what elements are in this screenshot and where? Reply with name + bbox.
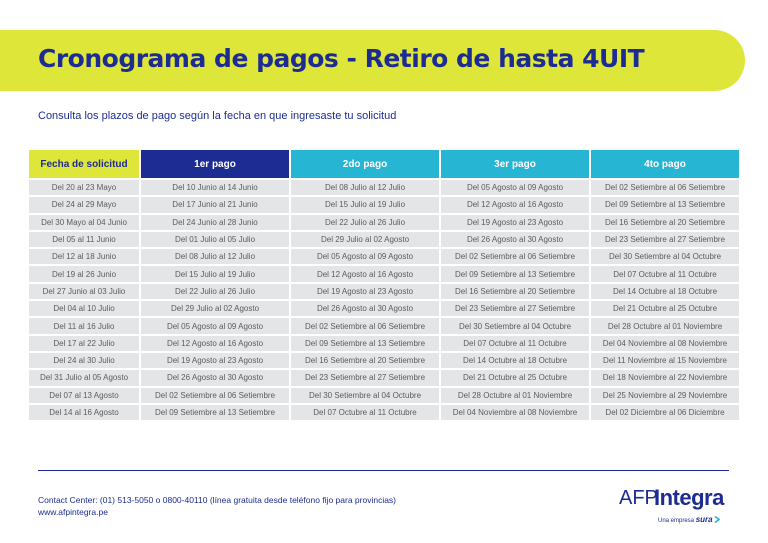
fecha-solicitud-cell: Del 19 al 26 Junio — [29, 266, 139, 281]
pago-cell: Del 05 Agosto al 09 Agosto — [291, 249, 439, 264]
pago-cell: Del 12 Agosto al 16 Agosto — [141, 336, 289, 351]
pago-cell: Del 14 Octubre al 18 Octubre — [441, 353, 589, 368]
fecha-solicitud-cell: Del 24 al 30 Julio — [29, 353, 139, 368]
header-2do-pago: 2do pago — [291, 150, 439, 178]
pago-cell: Del 08 Julio al 12 Julio — [291, 180, 439, 195]
table-row — [29, 370, 739, 385]
table-row — [29, 284, 739, 299]
pago-cell: Del 24 Junio al 28 Junio — [141, 215, 289, 230]
pago-cell: Del 28 Octubre al 01 Noviembre — [441, 388, 589, 403]
pago-cell: Del 05 Agosto al 09 Agosto — [441, 180, 589, 195]
pago-cell: Del 16 Setiembre al 20 Setiembre — [441, 284, 589, 299]
pago-cell: Del 04 Noviembre al 08 Noviembre — [591, 336, 739, 351]
table-row — [29, 197, 739, 212]
pago-cell: Del 18 Noviembre al 22 Noviembre — [591, 370, 739, 385]
pago-cell: Del 15 Julio al 19 Julio — [291, 197, 439, 212]
table-row — [29, 353, 739, 368]
payment-schedule-table — [27, 148, 741, 422]
fecha-solicitud-cell: Del 07 al 13 Agosto — [29, 388, 139, 403]
table-row — [29, 215, 739, 230]
pago-cell: Del 07 Octubre al 11 Octubre — [291, 405, 439, 420]
logo-sura-text: sura — [695, 515, 713, 524]
pago-cell: Del 07 Octubre al 11 Octubre — [591, 266, 739, 281]
logo-integra-text: Integra — [654, 485, 724, 510]
pago-cell: Del 26 Agosto al 30 Agosto — [441, 232, 589, 247]
header-3er-pago: 3er pago — [441, 150, 589, 178]
logo-afp-text: AFP — [619, 487, 658, 509]
pago-cell: Del 12 Agosto al 16 Agosto — [441, 197, 589, 212]
fecha-solicitud-cell: Del 12 al 18 Junio — [29, 249, 139, 264]
footer-divider — [38, 470, 729, 471]
pago-cell: Del 19 Agosto al 23 Agosto — [141, 353, 289, 368]
pago-cell: Del 29 Julio al 02 Agosto — [291, 232, 439, 247]
fecha-solicitud-cell: Del 24 al 29 Mayo — [29, 197, 139, 212]
pago-cell: Del 04 Noviembre al 08 Noviembre — [441, 405, 589, 420]
table-row — [29, 405, 739, 420]
header-4to-pago: 4to pago — [591, 150, 739, 178]
fecha-solicitud-cell: Del 31 Julio al 05 Agosto — [29, 370, 139, 385]
fecha-solicitud-cell: Del 05 al 11 Junio — [29, 232, 139, 247]
pago-cell: Del 30 Setiembre al 04 Octubre — [441, 318, 589, 333]
pago-cell: Del 02 Setiembre al 06 Setiembre — [291, 318, 439, 333]
table-row — [29, 336, 739, 351]
table-row — [29, 318, 739, 333]
pago-cell: Del 23 Setiembre al 27 Setiembre — [291, 370, 439, 385]
pago-cell: Del 01 Julio al 05 Julio — [141, 232, 289, 247]
table-row — [29, 180, 739, 195]
pago-cell: Del 30 Setiembre al 04 Octubre — [591, 249, 739, 264]
pago-cell: Del 22 Julio al 26 Julio — [141, 284, 289, 299]
pago-cell: Del 19 Agosto al 23 Agosto — [291, 284, 439, 299]
fecha-solicitud-cell: Del 04 al 10 Julio — [29, 301, 139, 316]
pago-cell: Del 21 Octubre al 25 Octubre — [591, 301, 739, 316]
logo-tagline-text: Una empresa — [658, 518, 695, 524]
pago-cell: Del 02 Setiembre al 06 Setiembre — [141, 388, 289, 403]
pago-cell: Del 02 Setiembre al 06 Setiembre — [441, 249, 589, 264]
table-row — [29, 388, 739, 403]
pago-cell: Del 09 Setiembre al 13 Setiembre — [291, 336, 439, 351]
pago-cell: Del 29 Julio al 02 Agosto — [141, 301, 289, 316]
pago-cell: Del 09 Setiembre al 13 Setiembre — [441, 266, 589, 281]
pago-cell: Del 17 Junio al 21 Junio — [141, 197, 289, 212]
table-row — [29, 301, 739, 316]
fecha-solicitud-cell: Del 11 al 16 Julio — [29, 318, 139, 333]
fecha-solicitud-cell: Del 14 al 16 Agosto — [29, 405, 139, 420]
pago-cell: Del 05 Agosto al 09 Agosto — [141, 318, 289, 333]
pago-cell: Del 22 Julio al 26 Julio — [291, 215, 439, 230]
table-header-row — [29, 150, 739, 178]
pago-cell: Del 09 Setiembre al 13 Setiembre — [141, 405, 289, 420]
pago-cell: Del 26 Agosto al 30 Agosto — [291, 301, 439, 316]
pago-cell: Del 28 Octubre al 01 Noviembre — [591, 318, 739, 333]
fecha-solicitud-cell: Del 17 al 22 Julio — [29, 336, 139, 351]
website-link[interactable]: www.afpintegra.pe — [38, 507, 108, 517]
page-title: Cronograma de pagos - Retiro de hasta 4UIT — [38, 44, 645, 73]
pago-cell: Del 02 Diciembre al 06 Diciembre — [591, 405, 739, 420]
afp-integra-logo — [614, 487, 734, 527]
pago-cell: Del 16 Setiembre al 20 Setiembre — [591, 215, 739, 230]
pago-cell: Del 23 Setiembre al 27 Setiembre — [591, 232, 739, 247]
pago-cell: Del 02 Setiembre al 06 Setiembre — [591, 180, 739, 195]
contact-center-text: Contact Center: (01) 513-5050 o 0800-40110 (línea gratuita desde teléfono fijo para provincias) — [38, 495, 397, 505]
table-row — [29, 266, 739, 281]
pago-cell: Del 16 Setiembre al 20 Setiembre — [291, 353, 439, 368]
pago-cell: Del 10 Junio al 14 Junio — [141, 180, 289, 195]
pago-cell: Del 09 Setiembre al 13 Setiembre — [591, 197, 739, 212]
logo-tagline — [658, 515, 720, 524]
fecha-solicitud-cell: Del 30 Mayo al 04 Junio — [29, 215, 139, 230]
header-1er-pago: 1er pago — [141, 150, 289, 178]
pago-cell: Del 25 Noviembre al 29 Noviembre — [591, 388, 739, 403]
fecha-solicitud-cell: Del 20 al 23 Mayo — [29, 180, 139, 195]
fecha-solicitud-cell: Del 27 Junio al 03 Julio — [29, 284, 139, 299]
page-subtitle: Consulta los plazos de pago según la fecha en que ingresaste tu solicitud — [38, 110, 397, 122]
pago-cell: Del 21 Octubre al 25 Octubre — [441, 370, 589, 385]
pago-cell: Del 08 Julio al 12 Julio — [141, 249, 289, 264]
pago-cell: Del 30 Setiembre al 04 Octubre — [291, 388, 439, 403]
pago-cell: Del 14 Octubre al 18 Octubre — [591, 284, 739, 299]
pago-cell: Del 23 Setiembre al 27 Setiembre — [441, 301, 589, 316]
pago-cell: Del 15 Julio al 19 Julio — [141, 266, 289, 281]
table-row — [29, 249, 739, 264]
pago-cell: Del 07 Octubre al 11 Octubre — [441, 336, 589, 351]
pago-cell: Del 11 Noviembre al 15 Noviembre — [591, 353, 739, 368]
pago-cell: Del 12 Agosto al 16 Agosto — [291, 266, 439, 281]
pago-cell: Del 26 Agosto al 30 Agosto — [141, 370, 289, 385]
header-fecha-solicitud: Fecha de solicitud — [29, 150, 139, 178]
chevron-right-icon — [714, 516, 720, 523]
table-row — [29, 232, 739, 247]
pago-cell: Del 19 Agosto al 23 Agosto — [441, 215, 589, 230]
